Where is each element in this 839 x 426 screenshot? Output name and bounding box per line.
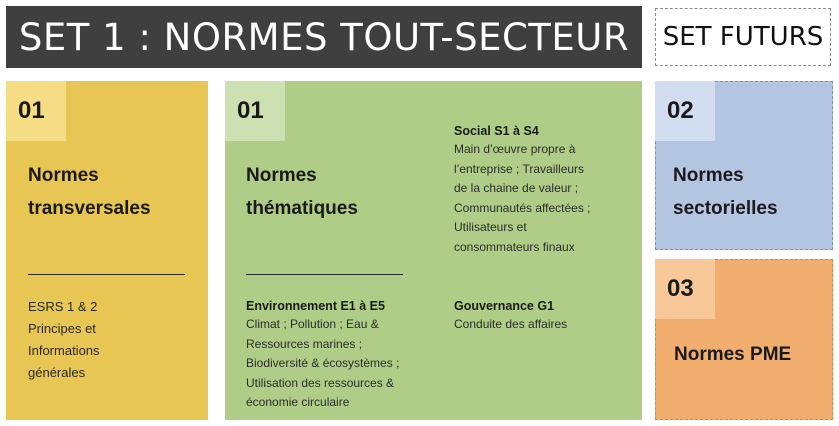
social-line: consommateurs finaux <box>454 239 575 254</box>
social-line: l’entreprise ; Travailleurs <box>454 161 585 176</box>
description-line: Informations <box>28 343 100 358</box>
panel-title <box>674 338 791 371</box>
environment-line: Ressources marines ; <box>246 336 363 351</box>
environment-line: Utilisation des ressources & <box>246 375 395 390</box>
environment-line: économie circulaire <box>246 395 350 409</box>
panel-title <box>28 159 151 225</box>
panel-title-line: Normes <box>246 165 317 186</box>
panel-title <box>246 159 358 225</box>
sme-standards-panel <box>655 259 833 420</box>
social-line: de la chaine de valeur ; <box>454 181 579 195</box>
sectoral-standards-panel <box>655 81 833 250</box>
panel-number: 01 <box>237 97 264 124</box>
panel-title-line: Normes <box>28 165 99 186</box>
future-sets-title: SET FUTURS <box>662 22 824 52</box>
environment-line: Biodiversité & écosystèmes ; <box>246 356 400 370</box>
panel-title-line: transversales <box>28 198 151 219</box>
thematic-standards-panel <box>225 81 642 420</box>
panel-number: 01 <box>18 97 45 124</box>
panel-description <box>28 296 100 384</box>
panel-number: 03 <box>667 275 694 302</box>
panel-title-line: Normes <box>673 165 744 186</box>
set-1-banner <box>6 6 642 68</box>
environment-lines <box>246 315 446 413</box>
environment-block <box>246 297 446 413</box>
panel-number-badge <box>225 81 285 141</box>
transversal-standards-panel <box>6 81 208 420</box>
panel-title-line: Normes PME <box>674 344 792 365</box>
description-line: Principes et <box>28 321 96 336</box>
panel-number-badge <box>655 81 715 141</box>
environment-heading: Environnement E1 à E5 <box>246 299 385 313</box>
social-line: Utilisateurs et <box>454 220 527 234</box>
panel-title-line: thématiques <box>246 198 358 219</box>
governance-lines <box>454 315 639 335</box>
social-block <box>454 122 639 257</box>
social-line: Communautés affectées ; <box>454 200 591 215</box>
banner-title: SET 1 : NORMES TOUT-SECTEUR <box>18 15 630 59</box>
panel-number-badge <box>655 259 715 319</box>
panel-divider <box>246 274 403 275</box>
panel-number-badge <box>6 81 66 141</box>
description-line: générales <box>28 365 86 380</box>
panel-divider <box>28 274 185 275</box>
social-heading: Social S1 à S4 <box>454 124 539 138</box>
social-line: Main d’œuvre propre à <box>454 142 576 156</box>
governance-block <box>454 297 639 335</box>
social-lines <box>454 140 639 257</box>
panel-title-line: sectorielles <box>673 198 778 219</box>
future-sets-box <box>655 8 831 66</box>
description-line: ESRS 1 & 2 <box>28 299 98 314</box>
environment-line: Climat ; Pollution ; Eau & <box>246 317 379 331</box>
governance-heading: Gouvernance G1 <box>454 299 555 313</box>
panel-number: 02 <box>667 97 694 124</box>
panel-title <box>673 159 778 225</box>
governance-line: Conduite des affaires <box>454 317 568 331</box>
